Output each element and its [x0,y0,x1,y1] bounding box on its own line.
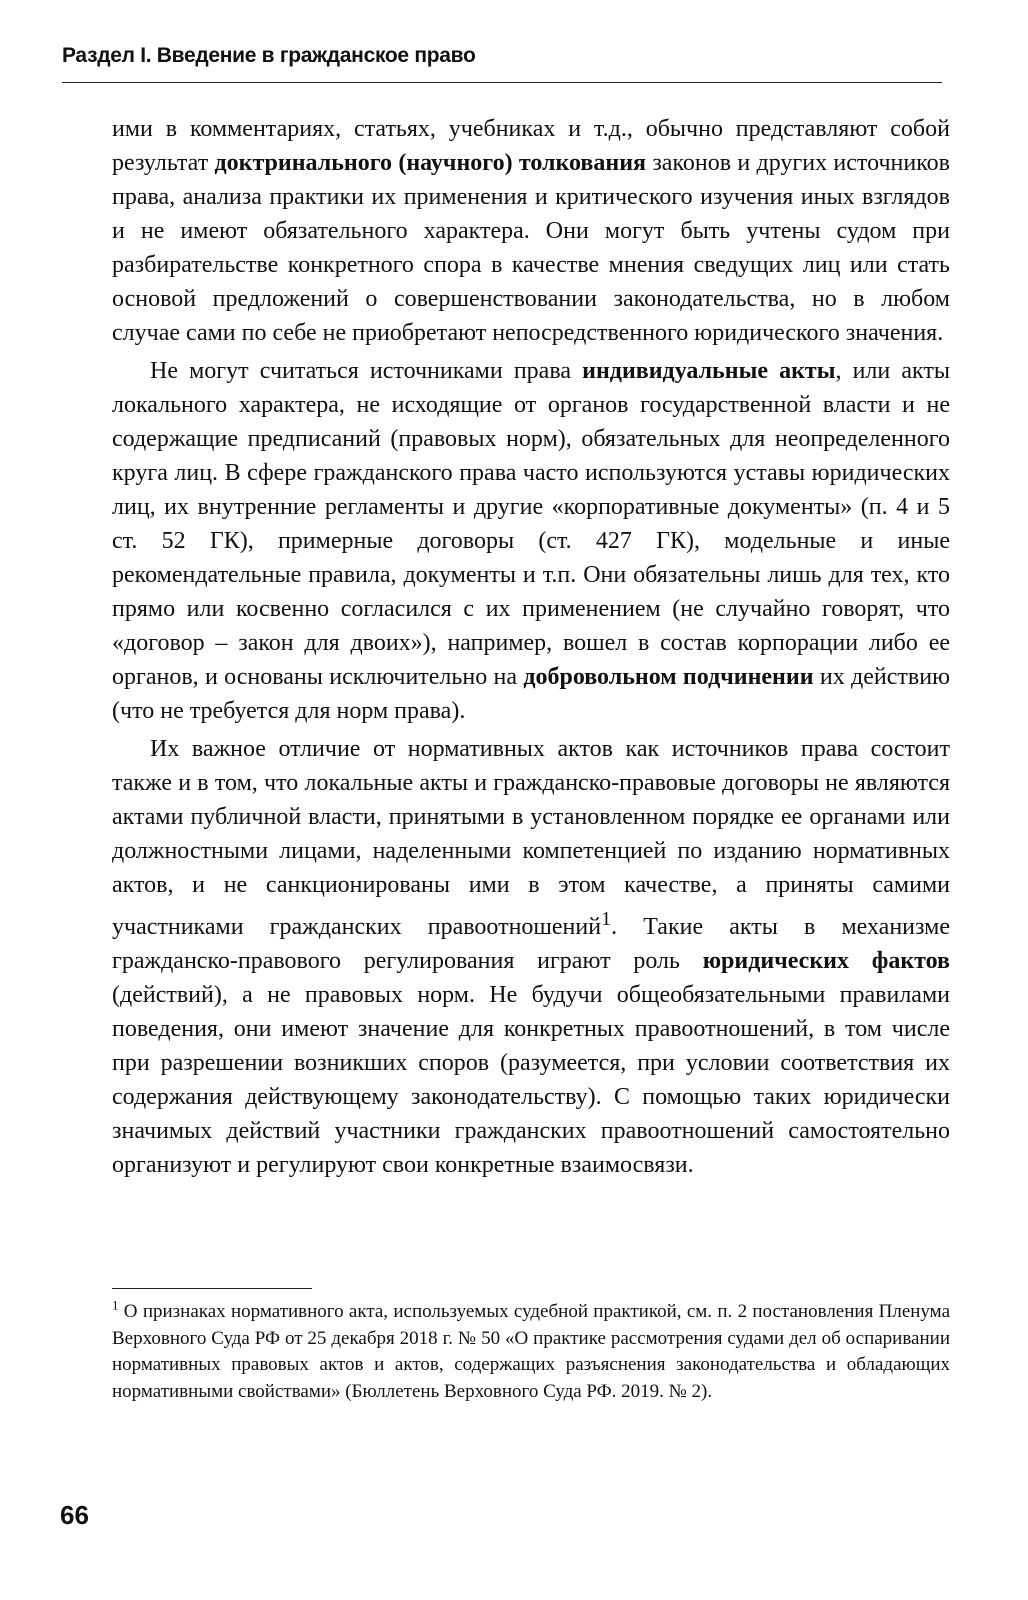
main-text [112,112,950,1186]
header-rule [62,82,942,83]
paragraph-1-bold-1: доктринального (научного) толкования [214,150,647,176]
footnote-reference[interactable]: 1 [601,908,612,930]
paragraph-3 [112,732,950,1182]
footnote-paragraph [112,1299,950,1405]
paragraph-3-text-1: Их важное отличие от нормативных актов как источников права состоит также и в том, что локальные акты и гражданско-правовые договоры не являются актами публичной власти, принятыми в установленном порядке ее органами или должностными лицами, наделенными компетенцией по изданию нормативных актов, и не санкционированы ими в этом качестве, а приняты самими участниками гражданских правоотношений [112,736,950,940]
paragraph-3-text-2: . Такие акты в механизме гражданско-правового регулирования играют роль [112,914,950,974]
paragraph-3-bold-1: юридических фактов [702,948,951,974]
paragraph-2-bold-1: индивидуальные акты [582,358,836,384]
paragraph-2 [112,354,950,728]
paragraph-2-text-2: , или акты локального характера, не исходящие от органов государственной власти и не содержащие предписаний (правовых норм), обязательных для неопределенного круга лиц. В сфере гражданского права часто используются уставы юридических лиц, их внутренние регламенты и другие «корпоративные документы» (п. 4 и 5 ст. 52 ГК), примерные договоры (ст. 427 ГК), модельные и иные рекомендательные правила, документы и т.п. Они обязательны лишь для тех, кто прямо или косвенно согласился с их применением (не случайно говорят, что «договор – закон для двоих»), например, вошел в состав корпорации либо ее органов, и основаны исключительно на [112,358,950,690]
paragraph-2-text-3: их действию (что не требуется для норм права). [112,664,950,724]
paragraph-1-text-1: ими в комментариях, статьях, учебниках и т.д., обычно представляют собой результат [112,116,950,176]
paragraph-3-text-3: (действий), а не правовых норм. Не будучи общеобязательными правилами поведения, они имеют значение для конкретных правоотношений, в том числе при разрешении возникших споров (разумеется, при условии соответствия их содержания действующему законодательству). С помощью таких юридически значимых действий участники гражданских правоотношений самостоятельно организуют и регулируют свои конкретные взаимосвязи. [112,982,950,1178]
footnote-rule [112,1288,312,1289]
paragraph-2-text-1: Не могут считаться источниками права [150,358,583,384]
footnote-marker: 1 [112,1297,119,1313]
footnote [112,1299,950,1405]
paragraph-2-bold-2: добровольном подчинении [523,664,814,690]
running-head: Раздел I. Введение в гражданское право [62,44,476,67]
paragraph-1 [112,112,950,350]
paragraph-1-text-2: законов и других источников права, анализа практики их применения и критического изучения иных взглядов и не имеют обязательного характера. Они могут быть учтены судом при разбирательстве конкретного спора в качестве мнения сведущих лиц или стать основой предложений о совершенствовании законодательства, но в любом случае сами по себе не приобретают непосредственного юридического значения. [112,150,950,346]
footnote-text: О признаках нормативного акта, используемых судебной практикой, см. п. 2 постановления Пленума Верховного Суда РФ от 25 декабря 2018 г. № 50 «О практике рассмотрения судами дел об оспаривании нормативных правовых актов и актов, содержащих разъяснения законодательства и обладающих нормативными свойствами» (Бюллетень Верховного Суда РФ. 2019. № 2). [112,1301,950,1402]
page-number: 66 [60,1500,89,1530]
